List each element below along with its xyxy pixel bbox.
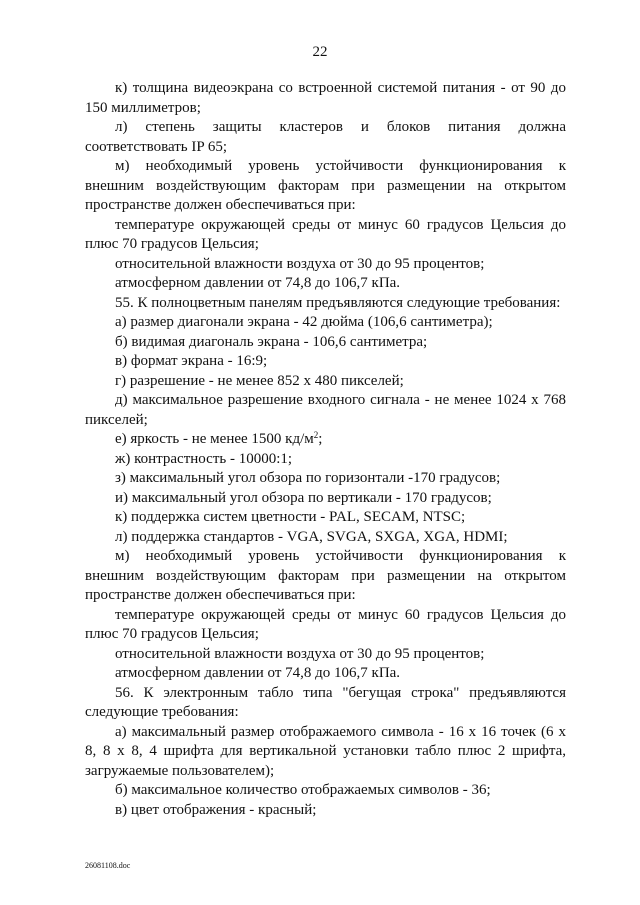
list-item-b-symbol-count: б) максимальное количество отображаемых символов - 36;	[115, 782, 491, 798]
footer-filename: 26081108.doc	[85, 861, 131, 870]
list-item-v-format: в) формат экрана - 16:9;	[115, 353, 268, 369]
list-item-m-stability-panels: м) необходимый уровень устойчивости функционирования к внешним воздействующим факторам при размещении на открытом пространстве должен обеспечиваться при:	[85, 548, 566, 603]
list-item-g-resolution: г) разрешение - не менее 852 х 480 пикселей;	[115, 372, 404, 389]
brightness-trailing: ;	[318, 431, 323, 447]
list-item-l-protection-degree: л) степень защиты кластеров и блоков питания должна соответствовать IP 65;	[85, 119, 566, 155]
list-item-k-color-systems: к) поддержка систем цветности - PAL, SECAM, NTSC;	[115, 509, 466, 525]
condition-temperature: температуре окружающей среды от минус 60 градусов Цельсия до плюс 70 градусов Цельсия;	[85, 216, 566, 252]
list-item-m-stability: м) необходимый уровень устойчивости функционирования к внешним воздействующим факторам при размещении на открытом пространстве должен обеспечиваться при:	[85, 158, 566, 213]
brightness-superscript: 2	[313, 430, 319, 440]
list-item-e-brightness	[85, 430, 566, 450]
list-item-zh-contrast: ж) контрастность - 10000:1;	[115, 450, 293, 467]
list-item-v-display-color: в) цвет отображения - красный;	[115, 801, 317, 818]
list-item-i-vertical-angle: и) максимальный угол обзора по вертикали - 170 градусов;	[115, 489, 492, 506]
condition-pressure: атмосферном давлении от 74,8 до 106,7 кПа.	[115, 275, 401, 291]
page-number: 22	[312, 44, 328, 60]
condition-temperature-panels: температуре окружающей среды от минус 60 градусов Цельсия до плюс 70 градусов Цельсия;	[85, 606, 566, 642]
list-item-d-max-input-resolution: д) максимальное разрешение входного сигнала - не менее 1024 х 768 пикселей;	[85, 392, 566, 428]
list-item-k-screen-thickness: к) толщина видеоэкрана со встроенной системой питания - от 90 до 150 миллиметров;	[85, 80, 566, 116]
list-item-l-standards: л) поддержка стандартов - VGA, SVGA, SXGA, XGA, HDMI;	[115, 528, 508, 545]
section-55-heading: 55. К полноцветным панелям предъявляются следующие требования:	[115, 294, 561, 311]
list-item-z-horizontal-angle: з) максимальный угол обзора по горизонтали -170 градусов;	[115, 470, 501, 486]
list-item-a-symbol-size: а) максимальный размер отображаемого символа - 16 х 16 точек (6 х 8, 8 х 8, 4 шрифта для вертикальной установки табло плюс 2 шрифта, загружаемые пользователем);	[85, 723, 566, 779]
condition-pressure-panels: атмосферном давлении от 74,8 до 106,7 кПа.	[115, 665, 401, 681]
brightness-text: е) яркость - не менее 1500 кд/м	[115, 431, 314, 447]
document-body	[85, 79, 566, 820]
section-56-heading: 56. К электронным табло типа "бегущая строка" предъявляются следующие требования:	[85, 684, 566, 720]
list-item-b-visible-diagonal: б) видимая диагональ экрана - 106,6 сантиметра;	[115, 333, 428, 350]
condition-humidity-panels: относительной влажности воздуха от 30 до 95 процентов;	[115, 645, 485, 662]
list-item-a-diagonal: а) размер диагонали экрана - 42 дюйма (106,6 сантиметра);	[115, 314, 493, 330]
condition-humidity: относительной влажности воздуха от 30 до 95 процентов;	[115, 255, 485, 272]
